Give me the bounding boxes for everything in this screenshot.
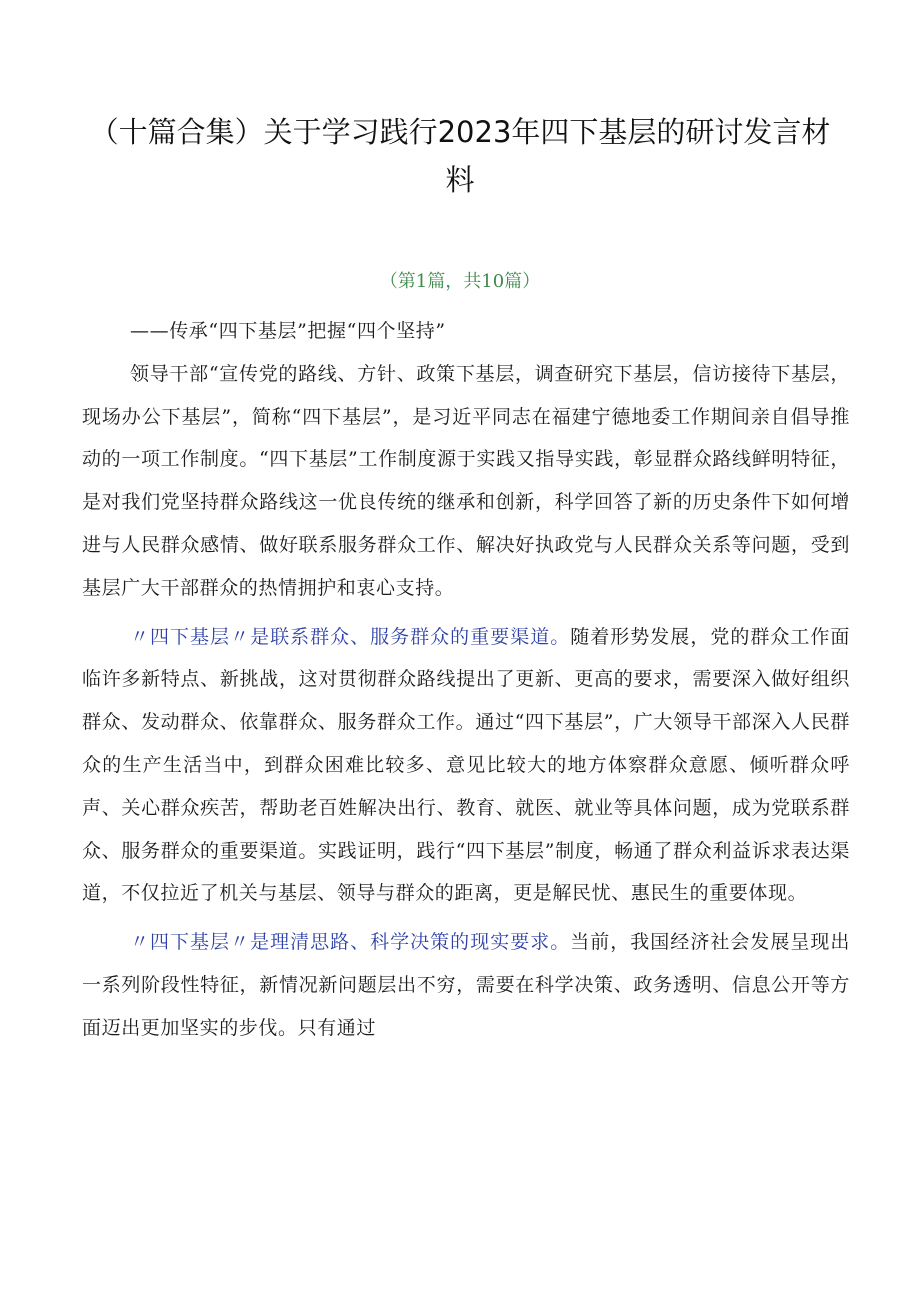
- document-body: [82, 310, 850, 1050]
- paragraph-lead: 〃四下基层〃是联系群众、服务群众的重要渠道。: [130, 625, 571, 648]
- document-title: （十篇合集）关于学习践行2023年四下基层的研讨发言材料: [89, 115, 831, 197]
- tagline: ——传承“四下基层”把握“四个坚持”: [130, 320, 446, 342]
- paragraph-lead: 〃四下基层〃是理清思路、科学决策的现实要求。: [130, 931, 571, 954]
- paragraph-1: [82, 353, 850, 610]
- paragraph-2: [82, 616, 850, 916]
- paragraph-text: 领导干部“宣传党的路线、方针、政策下基层，调查研究下基层，信访接待下基层，现场办公下基层”，简称“四下基层”，是习近平同志在福建宁德地委工作期间亲自倡导推动的一项工作制度。“四下基层”工作制度源于实践又指导实践，彰显群众路线鲜明特征，是对我们党坚持群众路线这一优良传统的继承和创新，科学回答了新的历史条件下如何增进与人民群众感情、做好联系服务群众工作、解决好执政党与人民群众关系等问题，受到基层广大干部群众的热情拥护和衷心支持。: [82, 362, 850, 599]
- paragraph-text: 随着形势发展，党的群众工作面临许多新特点、新挑战，这对贯彻群众路线提出了更新、更高的要求，需要深入做好组织群众、发动群众、依靠群众、服务群众工作。通过“四下基层”，广大领导干部深入人民群众的生产生活当中，到群众困难比较多、意见比较大的地方体察群众意愿、倾听群众呼声、关心群众疾苦，帮助老百姓解决出行、教育、就医、就业等具体问题，成为党联系群众、服务群众的重要渠道。实践证明，践行“四下基层”制度，畅通了群众利益诉求表达渠道，不仅拉近了机关与基层、领导与群众的距离，更是解民忧、惠民生的重要体现。: [82, 625, 850, 905]
- part-indicator: （第1篇，共10篇）: [379, 271, 541, 292]
- paragraph-3: [82, 921, 850, 1049]
- paragraph-text: 当前，我国经济社会发展呈现出一系列阶段性特征，新情况新问题层出不穷，需要在科学决策、政务透明、信息公开等方面迈出更加坚实的步伐。只有通过: [82, 931, 850, 1039]
